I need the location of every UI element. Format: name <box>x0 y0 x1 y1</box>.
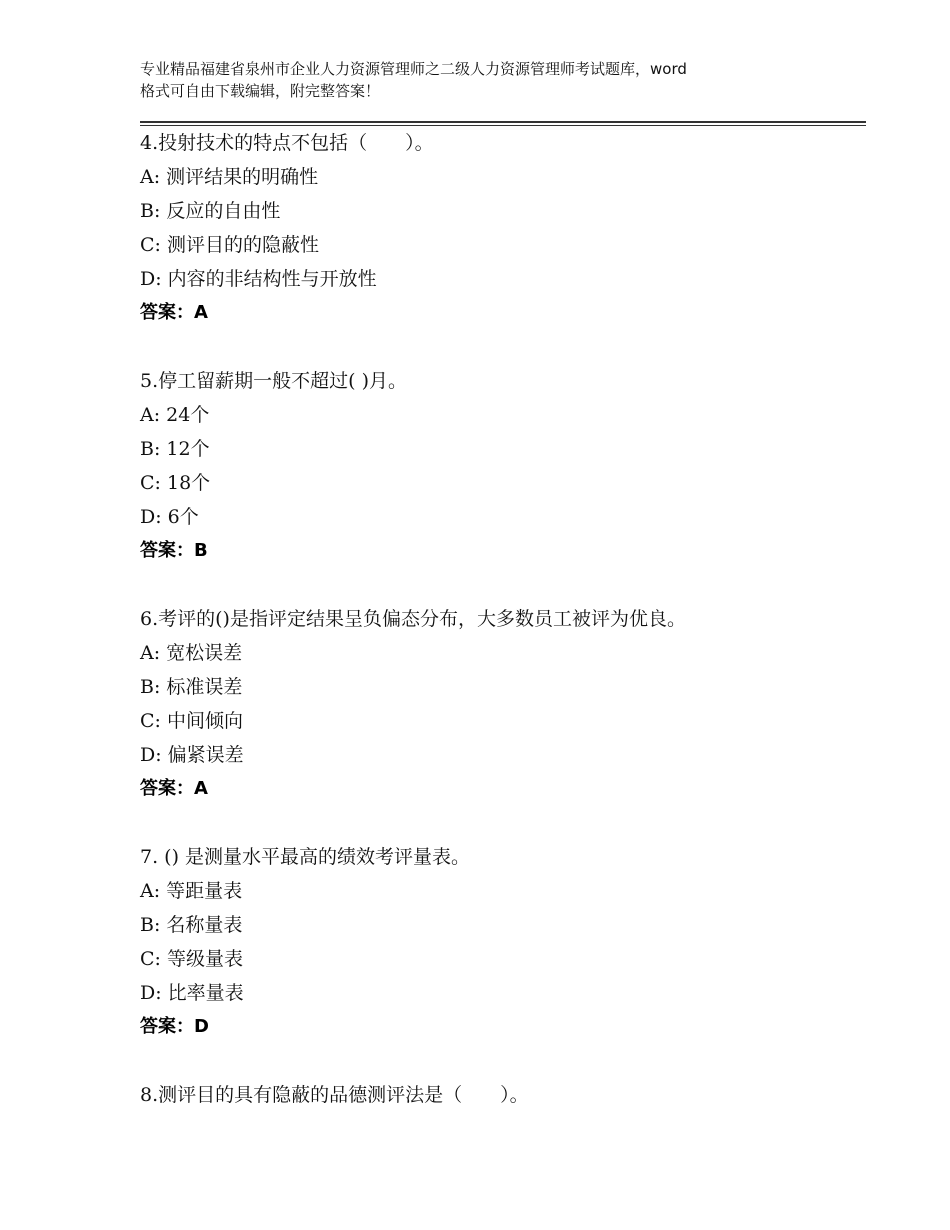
option-d: D: 内容的非结构性与开放性 <box>140 268 377 290</box>
header-title-line-2: 格式可自由下载编辑，附完整答案！ <box>140 82 381 100</box>
option-c: C: 测评目的的隐蔽性 <box>140 234 319 256</box>
option-b: B: 名称量表 <box>140 914 243 936</box>
answer: 答案：A <box>140 778 208 799</box>
option-d: D: 比率量表 <box>140 982 244 1004</box>
answer: 答案：A <box>140 302 208 323</box>
option-b: B: 标准误差 <box>140 676 243 698</box>
option-b: B: 反应的自由性 <box>140 200 281 222</box>
option-a: A: 测评结果的明确性 <box>140 166 319 188</box>
option-c: C: 等级量表 <box>140 948 243 970</box>
option-c: C: 18个 <box>140 472 211 494</box>
question-5 <box>140 364 866 568</box>
question-6 <box>140 602 866 806</box>
option-d: D: 偏紧误差 <box>140 744 244 766</box>
option-a: A: 宽松误差 <box>140 642 243 664</box>
question-stem: 4.投射技术的特点不包括（ ）。 <box>140 132 434 154</box>
question-4 <box>140 126 866 330</box>
question-stem: 8.测评目的具有隐蔽的品德测评法是（ ）。 <box>140 1084 529 1106</box>
document-header <box>140 58 830 102</box>
question-stem: 7. () 是测量水平最高的绩效考评量表。 <box>140 846 471 868</box>
option-a: A: 24个 <box>140 404 210 426</box>
answer: 答案：D <box>140 1016 209 1037</box>
option-d: D: 6个 <box>140 506 199 528</box>
question-stem: 6.考评的()是指评定结果呈负偏态分布，大多数员工被评为优良。 <box>140 608 686 630</box>
answer: 答案：B <box>140 540 208 561</box>
question-7 <box>140 840 866 1044</box>
question-8 <box>140 1078 866 1112</box>
option-b: B: 12个 <box>140 438 210 460</box>
option-a: A: 等距量表 <box>140 880 243 902</box>
option-c: C: 中间倾向 <box>140 710 243 732</box>
header-divider-thick <box>140 121 866 123</box>
header-title-line-1: 专业精品福建省泉州市企业人力资源管理师之二级人力资源管理师考试题库，word <box>140 60 687 78</box>
question-stem: 5.停工留薪期一般不超过( )月。 <box>140 370 407 392</box>
question-list <box>140 126 866 1146</box>
